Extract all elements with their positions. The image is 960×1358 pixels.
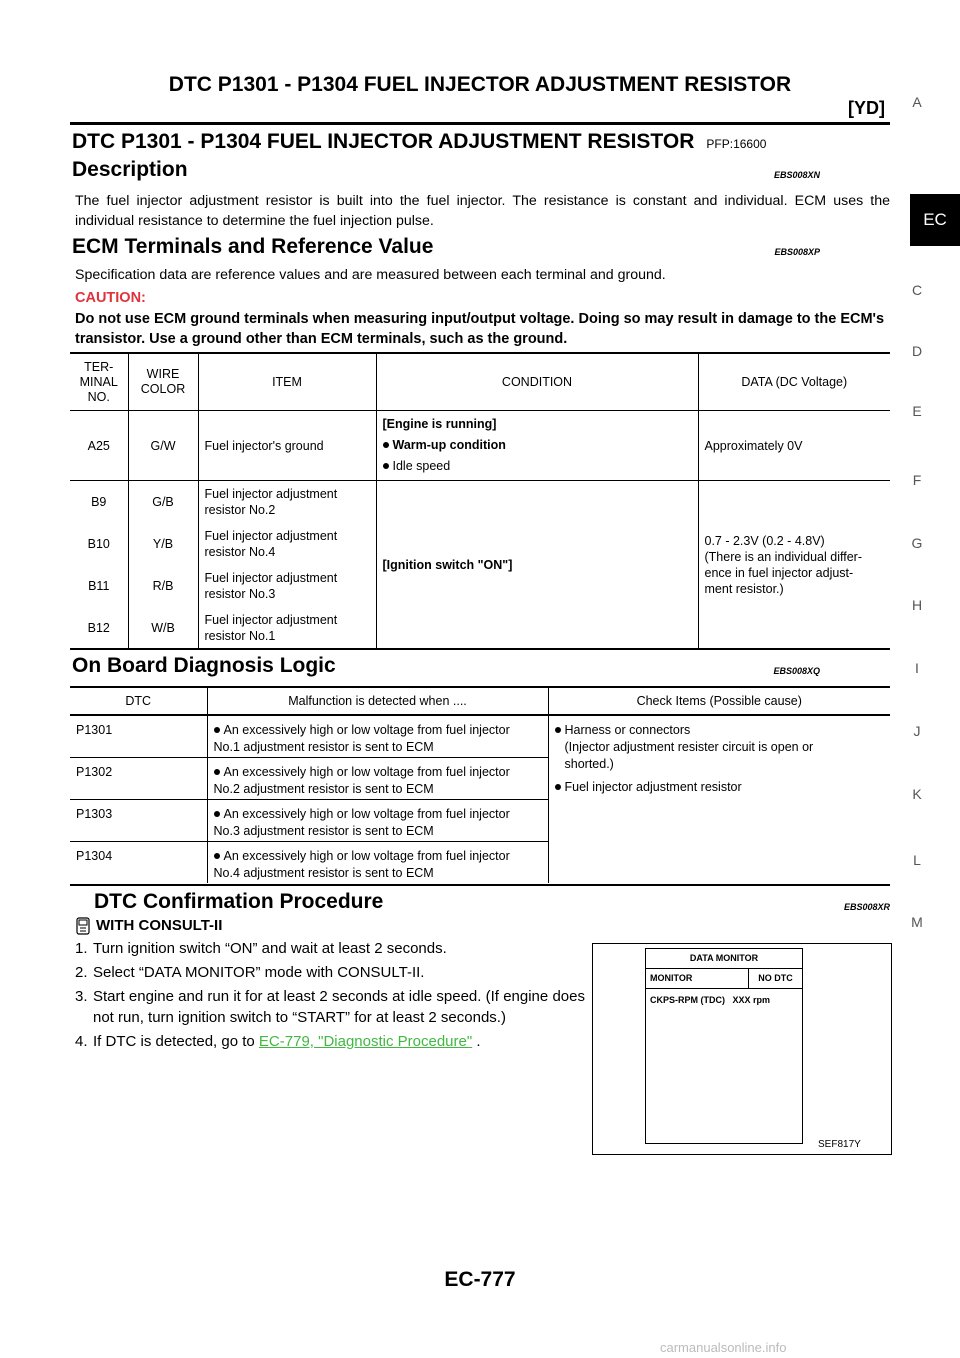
side-index-c[interactable]: C [911,282,923,298]
table-row [70,481,890,523]
cell-dtc: P1304 [76,849,113,863]
cond-bullet-2-text: Idle speed [392,459,451,473]
dtc-confirmation-heading-text: DTC Confirmation Procedure [94,890,384,913]
step-1 [75,938,585,959]
malfunction-text: An excessively high or low voltage from fuel injector No.1 adjustment resistor is sent to ECM [213,723,510,754]
check-item-2 [555,779,885,796]
side-tab-ec[interactable]: EC [910,194,960,246]
bullet-icon [214,727,220,733]
step-2 [75,962,585,983]
malfunction-text: An excessively high or low voltage from fuel injector No.4 adjustment resistor is sent to ECM [213,849,510,880]
cell-wire: W/B [128,607,198,649]
th-item: ITEM [198,354,376,411]
figure-col-no-dtc: NO DTC [758,973,793,983]
bullet-icon [214,811,220,817]
cell-malfunction [207,758,548,800]
figure-col-monitor: MONITOR [646,969,749,988]
check-item-1-text: Harness or connectors [564,723,691,737]
cell-dtc: P1303 [70,800,207,842]
page-number: EC-777 [444,1268,516,1291]
step-4 [75,1031,585,1052]
with-consult-label: WITH CONSULT-II [96,917,223,934]
running-header-engine: [YD] [848,98,885,118]
cell-terminal: A25 [70,411,128,481]
ecm-terminal-table [70,354,890,649]
figure-item-value: XXX rpm [732,995,771,1005]
cell-wire: G/W [128,411,198,481]
diagnostic-procedure-link[interactable]: EC-779, "Diagnostic Procedure" [258,1033,473,1050]
cell-item: Fuel injector adjustment resistor No.2 [198,481,376,523]
side-index-g[interactable]: G [911,535,923,551]
th-check-items: Check Items (Possible cause) [548,688,890,715]
cell-group-data: 0.7 - 2.3V (0.2 - 4.8V) (There is an individual differ- ence in fuel injector adjust- ment resistor.) [698,481,890,649]
bullet-icon [555,784,561,790]
side-index-k[interactable]: K [912,786,922,802]
check-item-2-text: Fuel injector adjustment resistor [564,780,742,794]
step-number: 4. [75,1033,88,1050]
side-index-f[interactable]: F [912,472,922,488]
step-number: 3. [75,988,88,1005]
cell-malfunction [207,715,548,758]
pfp-code: PFP:16600 [706,137,767,151]
obd-table [70,688,890,883]
figure-title: DATA MONITOR [646,949,802,969]
dtc-confirmation-ref: EBS008XR [843,902,890,912]
check-item-1-detail: (Injector adjustment resister circuit is open or shorted.) [564,740,814,771]
step-3 [75,986,585,1028]
step-text: Start engine and run it for at least 2 seconds at idle speed. (If engine does not run, turn ignition switch to “START” for at least 2 seconds.) [93,988,585,1026]
th-data: DATA (DC Voltage) [698,354,890,411]
cell-data: Approximately 0V [698,411,890,481]
obd-heading-text: On Board Diagnosis Logic [72,654,336,677]
cell-item: Fuel injector's ground [198,411,376,481]
table-row [70,411,890,481]
header-rule [70,122,890,125]
obd-ref: EBS008XQ [773,666,820,676]
consult-icon [76,917,90,940]
watermark: carmanualsonline.info [660,1340,787,1355]
th-condition: CONDITION [376,354,698,411]
cell-item: Fuel injector adjustment resistor No.1 [198,607,376,649]
th-terminal: TER- MINAL NO. [70,354,128,411]
th-dtc: DTC [70,688,207,715]
caution-text: Do not use ECM ground terminals when measuring input/output voltage. Doing so may result in damage to the ECM's transistor. Use a ground other than ECM terminals, such as the ground. [75,311,885,347]
cell-terminal: B11 [88,578,110,593]
side-index-i[interactable]: I [915,660,919,676]
bullet-icon [555,727,561,733]
description-heading [72,158,890,182]
bullet-icon [383,463,389,469]
cell-check-items [548,715,890,883]
cell-condition [376,411,698,481]
malfunction-text: An excessively high or low voltage from fuel injector No.3 adjustment resistor is sent to ECM [213,807,510,838]
cell-wire: Y/B [128,523,198,565]
table2-bottom-rule [70,884,890,886]
data-monitor-screen [645,948,803,1144]
cond-head: [Engine is running] [382,417,497,431]
cell-malfunction [207,800,548,842]
cell-wire: G/B [128,481,198,523]
step-4-post: . [472,1033,481,1050]
figure-monitor-item [646,989,802,1005]
cond-bullet-1 [383,435,692,456]
description-text: The fuel injector adjustment resistor is built into the fuel injector. The resistance is constant and individual. ECM uses the individual resistance to determine the fuel injection pulse. [75,193,890,229]
description-ref: EBS008XN [773,170,820,180]
figure-header-row [646,969,802,989]
cell-dtc: P1301 [70,715,207,758]
figure-item-name: CKPS-RPM (TDC) [650,995,725,1005]
cond-bullet-2 [383,456,692,477]
cond-bullet-1-text: Warm-up condition [392,438,506,452]
procedure-steps [75,938,585,1052]
cell-group-condition: [Ignition switch "ON"] [376,481,698,649]
ecm-text: Specification data are reference values and are measured between each terminal and ground. [75,267,666,283]
ecm-heading-text: ECM Terminals and Reference Value [72,235,434,258]
side-index-m[interactable]: M [911,914,923,930]
ecm-heading [72,235,890,259]
section-title [72,130,766,154]
cell-terminal: B10 [87,536,110,551]
step-number: 1. [75,940,88,957]
dtc-confirmation-heading [94,890,890,914]
bullet-icon [214,769,220,775]
section-title-text: DTC P1301 - P1304 FUEL INJECTOR ADJUSTMENT RESISTOR [72,130,695,153]
ecm-ref: EBS008XP [774,247,820,257]
obd-heading [72,654,890,678]
description-heading-text: Description [72,158,188,181]
check-item-1 [555,722,885,739]
cell-terminal: B12 [87,620,110,635]
side-index-d[interactable]: D [911,343,923,359]
bullet-icon [383,442,389,448]
running-header-title: DTC P1301 - P1304 FUEL INJECTOR ADJUSTMENT RESISTOR [168,73,792,96]
side-index-j[interactable]: J [913,723,921,739]
side-index-l[interactable]: L [913,852,921,868]
table1-bottom-rule [70,648,890,650]
step-number: 2. [75,964,88,981]
table-row [70,715,890,758]
caution-label: CAUTION: [75,290,146,306]
step-text: Turn ignition switch “ON” and wait at least 2 seconds. [93,940,447,957]
malfunction-text: An excessively high or low voltage from fuel injector No.2 adjustment resistor is sent to ECM [213,765,510,796]
step-4-text [75,1031,585,1052]
cell-item: Fuel injector adjustment resistor No.3 [198,565,376,607]
figure-code: SEF817Y [818,1139,861,1150]
side-index-e[interactable]: E [912,403,922,419]
side-index-h[interactable]: H [911,597,923,613]
cell-terminal: B9 [91,494,107,509]
step-4-pre: If DTC is detected, go to [93,1033,259,1050]
th-malfunction: Malfunction is detected when .... [207,688,548,715]
th-wire: WIRE COLOR [128,354,198,411]
cell-item: Fuel injector adjustment resistor No.4 [198,523,376,565]
cell-dtc: P1302 [70,758,207,800]
cell-wire: R/B [128,565,198,607]
side-index-a[interactable]: A [912,94,922,110]
step-text: Select “DATA MONITOR” mode with CONSULT-II. [93,964,425,981]
bullet-icon [214,853,220,859]
cell-malfunction [207,842,548,884]
